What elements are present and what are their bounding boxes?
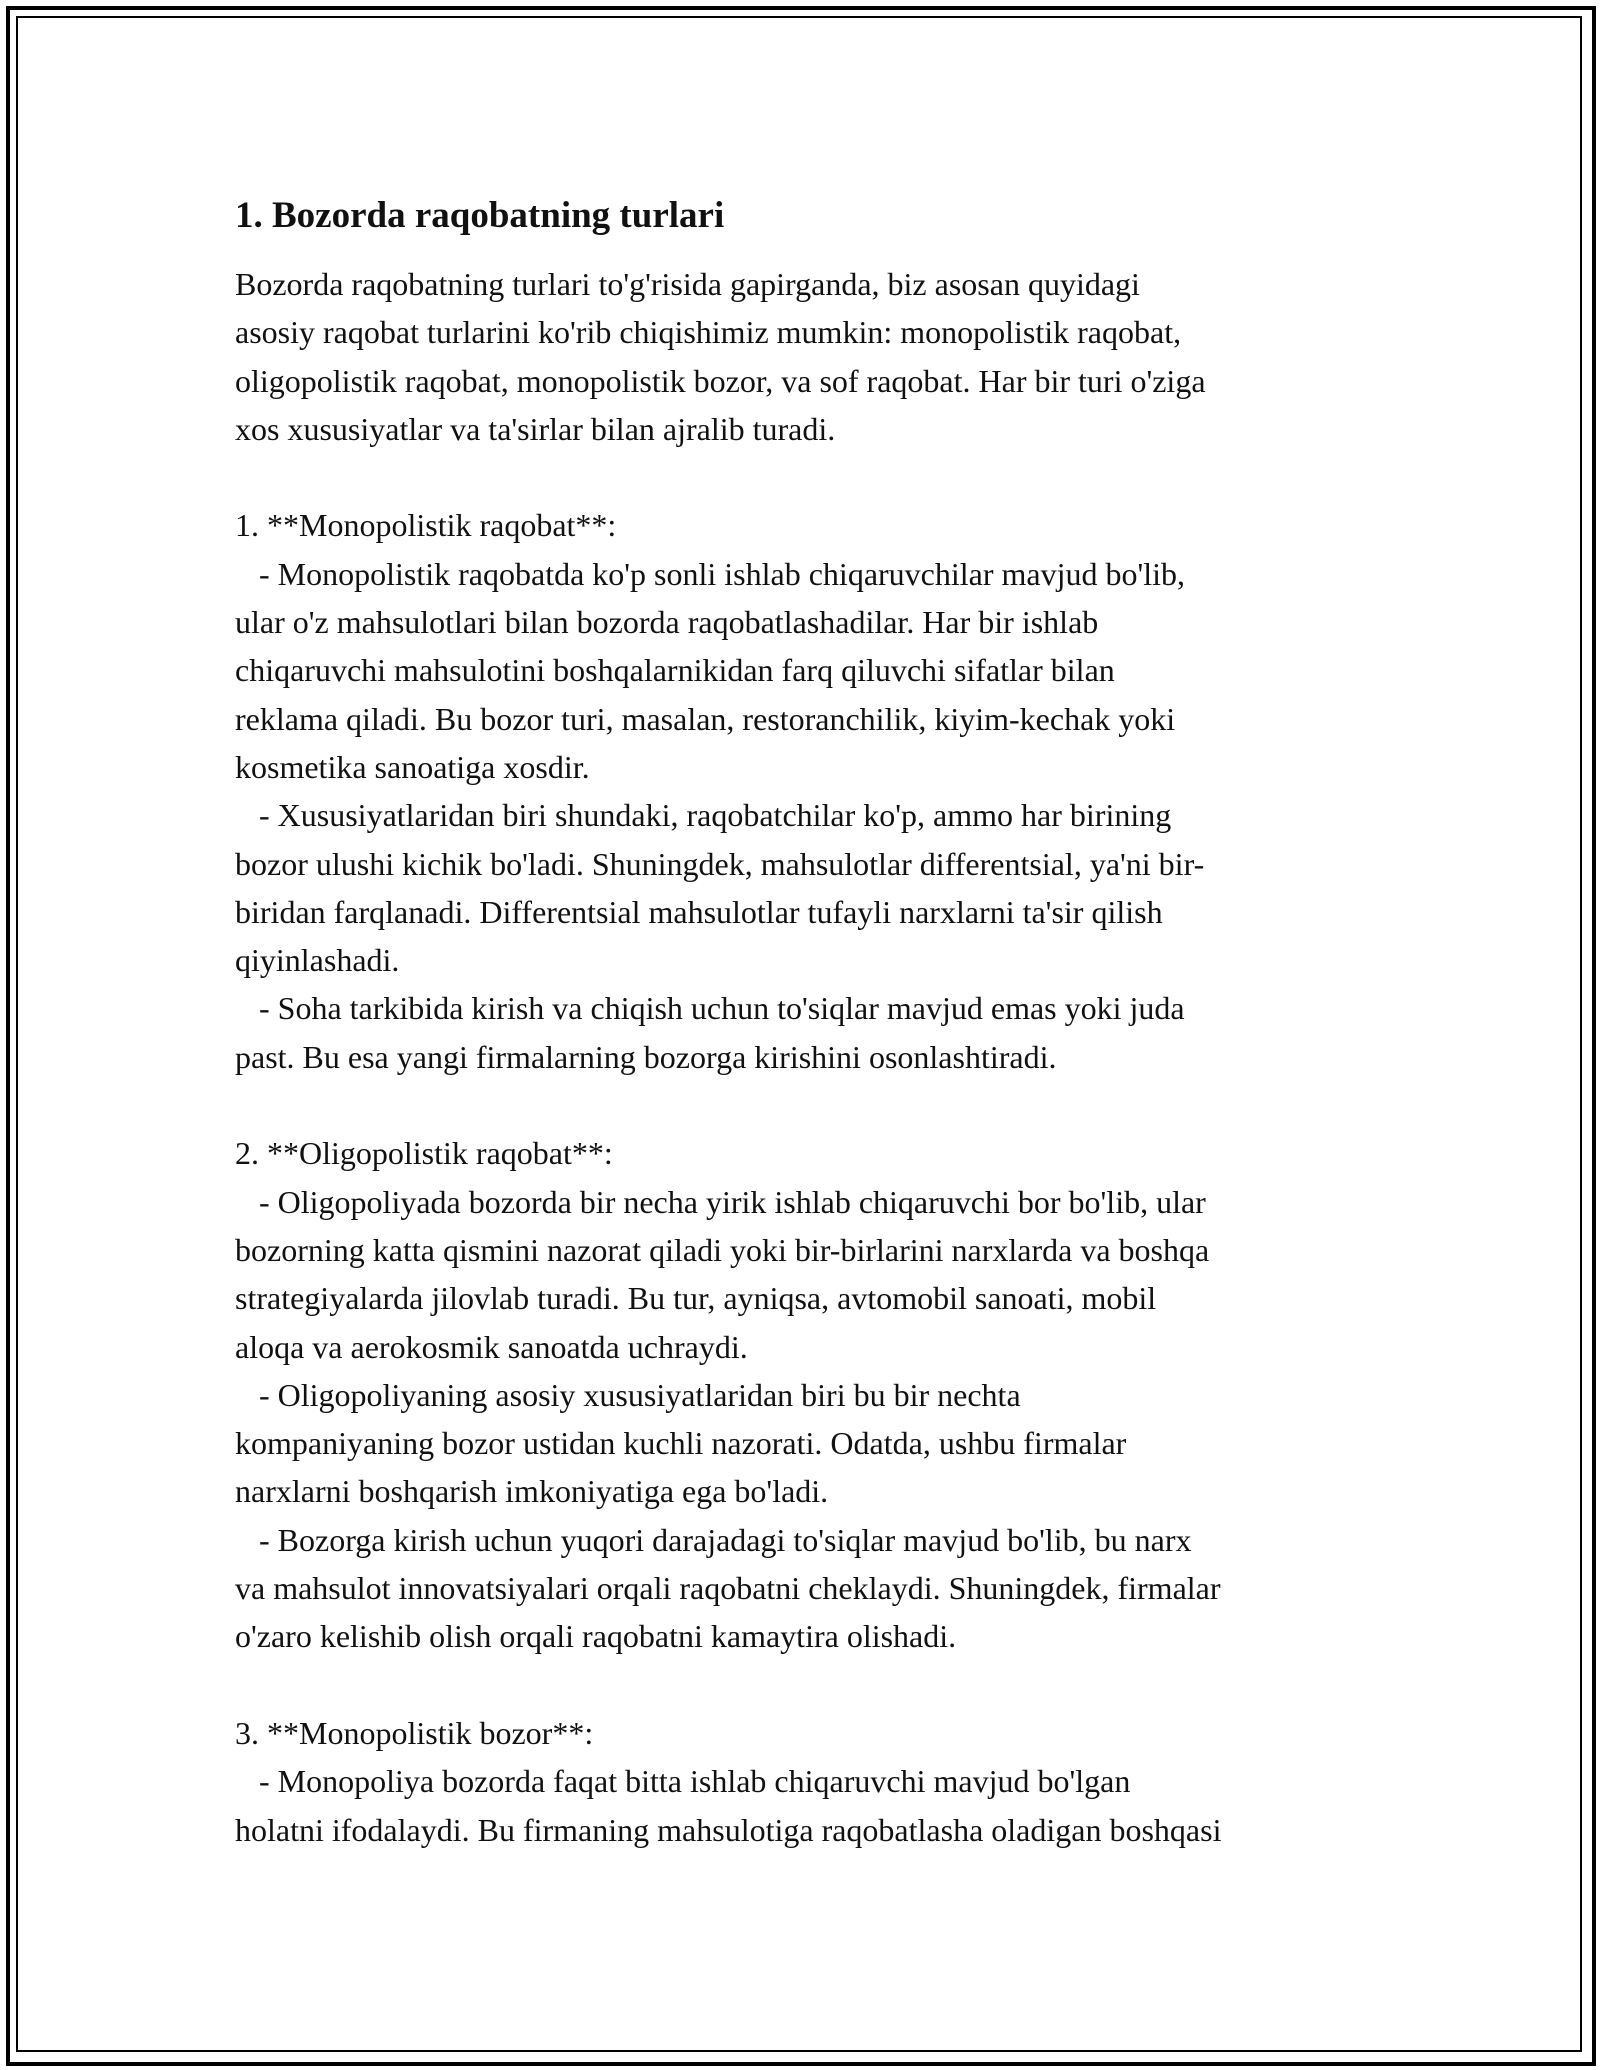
text-line: kosmetika sanoatiga xosdir. xyxy=(235,748,590,785)
text-line: holatni ifodalaydi. Bu firmaning mahsulotiga raqobatlasha oladigan boshqasi xyxy=(235,1811,1222,1848)
text-line: past. Bu esa yangi firmalarning bozorga kirishini osonlashtiradi. xyxy=(235,1038,1057,1075)
text-line: o'zaro kelishib olish orqali raqobatni kamaytira olishadi. xyxy=(235,1618,957,1655)
text-line: aloqa va aerokosmik sanoatda uchraydi. xyxy=(235,1328,748,1365)
text-line: qiyinlashadi. xyxy=(235,942,400,979)
blank-line xyxy=(235,453,1375,501)
document-body xyxy=(235,188,1375,1854)
text-line: 3. **Monopolistik bozor**: xyxy=(235,1714,594,1751)
text-line: - Soha tarkibida kirish va chiqish uchun to'siqlar mavjud emas yoki juda xyxy=(235,990,1185,1027)
text-line: oligopolistik raqobat, monopolistik bozor, va sof raqobat. Har bir turi o'ziga xyxy=(235,362,1206,399)
text-line: xos xususiyatlar va ta'sirlar bilan ajralib turadi. xyxy=(235,410,836,447)
text-line: narxlarni boshqarish imkoniyatiga ega bo'ladi. xyxy=(235,1473,829,1510)
text-line: biridan farqlanadi. Differentsial mahsulotlar tufayli narxlarni ta'sir qilish xyxy=(235,893,1163,930)
text-line: chiqaruvchi mahsulotini boshqalarnikidan farq qiluvchi sifatlar bilan xyxy=(235,652,1115,689)
text-line: kompaniyaning bozor ustidan kuchli nazorati. Odatda, ushbu firmalar xyxy=(235,1425,1127,1462)
text-line: asosiy raqobat turlarini ko'rib chiqishimiz mumkin: monopolistik raqobat, xyxy=(235,314,1182,351)
blank-line xyxy=(235,1661,1375,1709)
text-line: reklama qiladi. Bu bozor turi, masalan, restoranchilik, kiyim-kechak yoki xyxy=(235,700,1176,737)
text-line: 1. **Monopolistik raqobat**: xyxy=(235,507,617,544)
text-line: va mahsulot innovatsiyalari orqali raqobatni cheklaydi. Shuningdek, firmalar xyxy=(235,1570,1221,1607)
text-line: ular o'z mahsulotlari bilan bozorda raqobatlashadilar. Har bir ishlab xyxy=(235,604,1099,641)
text-line: bozorning katta qismini nazorat qiladi yoki bir-birlarini narxlarda va boshqa xyxy=(235,1231,1210,1268)
section-heading: 1. Bozorda raqobatning turlari xyxy=(235,195,725,236)
text-line: Bozorda raqobatning turlari to'g'risida gapirganda, biz asosan quyidagi xyxy=(235,266,1140,302)
text-line: - Oligopoliyaning asosiy xususiyatlaridan biri bu bir nechta xyxy=(235,1376,1021,1413)
blank-line xyxy=(235,1081,1375,1129)
text-line: - Xususiyatlaridan biri shundaki, raqobatchilar ko'p, ammo har birining xyxy=(235,797,1172,834)
paragraph-text xyxy=(235,260,1375,1854)
text-line: strategiyalarda jilovlab turadi. Bu tur, ayniqsa, avtomobil sanoati, mobil xyxy=(235,1280,1157,1317)
text-line: - Monopolistik raqobatda ko'p sonli ishlab chiqaruvchilar mavjud bo'lib, xyxy=(235,555,1186,592)
text-line: - Oligopoliyada bozorda bir necha yirik ishlab chiqaruvchi bor bo'lib, ular xyxy=(235,1183,1206,1220)
text-line: bozor ulushi kichik bo'ladi. Shuningdek, mahsulotlar differentsial, ya'ni bir- xyxy=(235,845,1205,882)
text-line: - Monopoliya bozorda faqat bitta ishlab chiqaruvchi mavjud bo'lgan xyxy=(235,1763,1131,1800)
text-line: 2. **Oligopolistik raqobat**: xyxy=(235,1135,613,1172)
text-line: - Bozorga kirish uchun yuqori darajadagi to'siqlar mavjud bo'lib, bu narx xyxy=(235,1521,1192,1558)
